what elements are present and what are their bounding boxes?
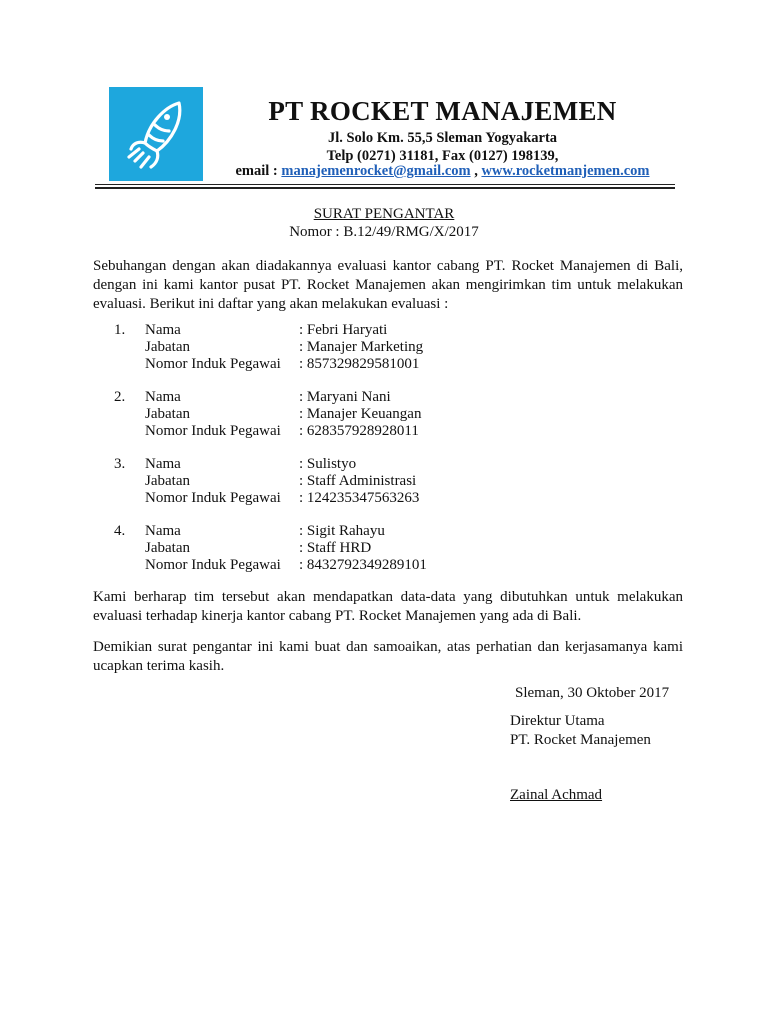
email-label: email : xyxy=(235,163,282,179)
list-item xyxy=(0,322,768,373)
signatory-organization: PT. Rocket Manajemen xyxy=(510,732,651,748)
rocket-icon xyxy=(109,87,203,181)
closing-paragraph: Demikian surat pengantar ini kami buat dan samoaikan, atas perhatian dan kerjasamanya kami ucapkan terima kasih. xyxy=(93,639,683,674)
signature-date: Sleman, 30 Oktober 2017 xyxy=(515,685,670,701)
item-number: 4. xyxy=(114,523,126,539)
nip-label: Nomor Induk Pegawai xyxy=(145,557,281,573)
nip-value: : 124235347563263 xyxy=(299,490,420,506)
nama-label: Nama xyxy=(145,389,181,405)
nip-label: Nomor Induk Pegawai xyxy=(145,490,281,506)
item-number: 2. xyxy=(114,389,126,405)
email-link[interactable]: manajemenrocket@gmail.com xyxy=(281,163,471,179)
jabatan-label: Jabatan xyxy=(145,406,190,422)
nama-value: : Maryani Nani xyxy=(299,389,391,405)
nip-value: : 628357928928011 xyxy=(299,423,419,439)
nama-label: Nama xyxy=(145,523,181,539)
nip-label: Nomor Induk Pegawai xyxy=(145,356,281,372)
nama-value: : Sigit Rahayu xyxy=(299,523,385,539)
company-name: PT ROCKET MANAJEMEN xyxy=(268,96,617,126)
jabatan-label: Jabatan xyxy=(145,339,190,355)
nip-value: : 8432792349289101 xyxy=(299,557,427,573)
letterhead xyxy=(205,93,680,165)
company-address: Jl. Solo Km. 55,5 Sleman Yogyakarta xyxy=(327,130,558,146)
intro-paragraph: Sebuhangan dengan akan diadakannya evaluasi kantor cabang PT. Rocket Manajemen di Bali, dengan ini kami kantor pusat PT. Rocket Manajemen akan mengirimkan tim untuk melakukan evaluasi. Berikut ini daftar yang akan melakukan evaluasi : xyxy=(93,258,683,312)
signatory-name: Zainal Achmad xyxy=(510,787,603,803)
nip-label: Nomor Induk Pegawai xyxy=(145,423,281,439)
company-contact xyxy=(205,162,680,180)
list-item xyxy=(0,389,768,440)
item-number: 1. xyxy=(114,322,126,338)
signatory-position: Direktur Utama xyxy=(510,713,605,729)
nama-label: Nama xyxy=(145,456,181,472)
jabatan-value: : Staff Administrasi xyxy=(299,473,417,489)
nip-value: : 857329829581001 xyxy=(299,356,420,372)
contact-separator: , xyxy=(470,163,482,179)
company-phone: Telp (0271) 31181, Fax (0127) 198139, xyxy=(326,148,559,164)
letter-number: Nomor : B.12/49/RMG/X/2017 xyxy=(289,224,479,240)
jabatan-label: Jabatan xyxy=(145,473,190,489)
letter-title: SURAT PENGANTAR xyxy=(313,206,455,222)
item-number: 3. xyxy=(114,456,126,472)
nama-value: : Febri Haryati xyxy=(299,322,388,338)
nama-label: Nama xyxy=(145,322,181,338)
list-item xyxy=(0,456,768,507)
list-item xyxy=(0,523,768,574)
jabatan-value: : Manajer Marketing xyxy=(299,339,424,355)
nama-value: : Sulistyo xyxy=(299,456,357,472)
header-divider-thick xyxy=(95,187,675,189)
jabatan-label: Jabatan xyxy=(145,540,190,556)
header-divider-thin xyxy=(95,184,675,185)
jabatan-value: : Staff HRD xyxy=(299,540,372,556)
body-paragraph: Kami berharap tim tersebut akan mendapatkan data-data yang dibutuhkan untuk melakukan evaluasi terhadap kinerja kantor cabang PT. Rocket Manajemen yang ada di Bali. xyxy=(93,589,683,624)
company-logo xyxy=(109,87,203,181)
website-link[interactable]: www.rocketmanjemen.com xyxy=(481,163,650,179)
jabatan-value: : Manajer Keuangan xyxy=(299,406,422,422)
